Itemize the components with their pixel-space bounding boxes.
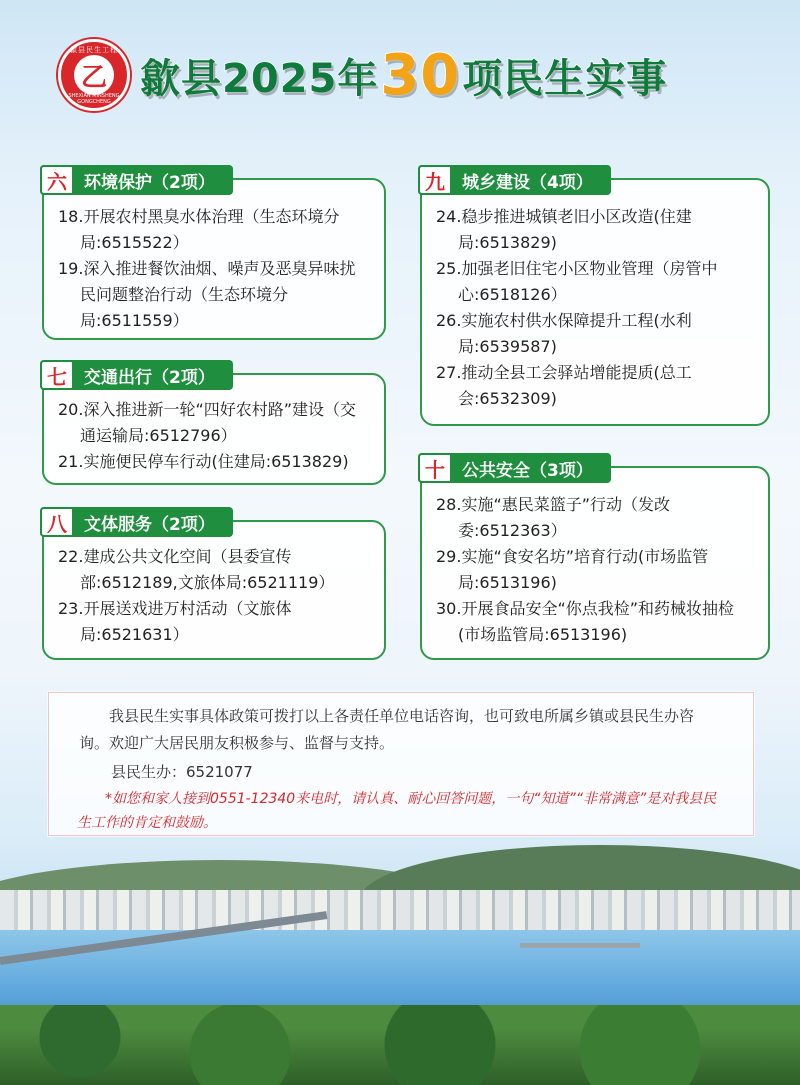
- section-header: [40, 165, 233, 195]
- list-item: 26.实施农村供水保障提升工程(水利局:6539587): [436, 311, 692, 356]
- page-title: [140, 43, 667, 108]
- contact-line: 县民生办：6521077: [111, 763, 253, 781]
- title-prefix: 歙县2025年: [140, 55, 379, 102]
- section-header: [418, 453, 611, 483]
- minsheng-logo: [58, 39, 130, 111]
- logo-glyph: 乙: [74, 55, 114, 95]
- list-item: 25.加强老旧住宅小区物业管理（房管中心:6518126）: [436, 259, 718, 304]
- scene-bridge: [520, 943, 640, 948]
- list-item: 27.推动全县工会驿站增能提质(总工会:6532309): [436, 363, 692, 408]
- section-label: 交通出行（2项）: [84, 367, 215, 388]
- list-item: 24.稳步推进城镇老旧小区改造(住建局:6513829): [436, 207, 692, 252]
- section-number: 六: [40, 165, 74, 195]
- section-header: [40, 360, 233, 390]
- section-header: [418, 165, 611, 195]
- header: [58, 40, 667, 110]
- section-body: [422, 180, 768, 424]
- list-item: 30.开展食品安全“你点我检”和药械妆抽检(市场监管局:6513196): [436, 599, 735, 644]
- survey-note: *如您和家人接到0551-12340来电时，请认真、耐心回答问题，一句“知道”“非常满意”是对我县民生工作的肯定和鼓励。: [77, 791, 717, 831]
- section-body: [44, 180, 384, 346]
- logo-sub-text: SHEXIAN MINSHENG GONGCHENG: [68, 93, 120, 105]
- section-label: 文体服务（2项）: [84, 514, 215, 535]
- scene-town: [0, 890, 800, 935]
- section-body: [44, 522, 384, 660]
- list-item: 23.开展送戏进万村活动（文旅体局:6521631）: [58, 599, 292, 644]
- info-paragraph: 我县民生实事具体政策可拨打以上各责任单位电话咨询，也可致电所属乡镇或县民生办咨询。欢迎广大居民朋友积极参与、监督与支持。: [79, 707, 695, 752]
- section-body: [44, 375, 384, 487]
- section-card-urban-rural: [420, 169, 770, 426]
- info-box: [48, 692, 754, 836]
- scene-trees: [0, 1005, 800, 1085]
- logo-ring-text: 歙县民生工程: [70, 46, 118, 54]
- section-number: 八: [40, 507, 74, 537]
- list-item: 19.深入推进餐饮油烟、噪声及恶臭异味扰民问题整治行动（生态环境分局:6511559）: [58, 259, 356, 330]
- section-label: 环境保护（2项）: [84, 172, 215, 193]
- list-item: 28.实施“惠民菜篮子”行动（发改委:6512363）: [436, 495, 671, 540]
- section-card-public-safety: [420, 457, 770, 660]
- title-number: 30: [380, 42, 461, 108]
- section-label: 城乡建设（4项）: [462, 172, 593, 193]
- list-item: 29.实施“食安名坊”培育行动(市场监管局:6513196): [436, 547, 709, 592]
- title-suffix: 项民生实事: [462, 55, 668, 102]
- section-card-environment: [42, 169, 386, 340]
- section-number: 九: [418, 165, 452, 195]
- list-item: 22.建成公共文化空间（县委宣传部:6512189,文旅体局:6521119）: [58, 547, 335, 592]
- section-header: [40, 507, 233, 537]
- section-number: 七: [40, 360, 74, 390]
- section-number: 十: [418, 453, 452, 483]
- scenic-river-town-image: [0, 835, 800, 1085]
- section-body: [422, 468, 768, 660]
- section-card-culture: [42, 511, 386, 660]
- section-card-transport: [42, 364, 386, 485]
- list-item: 18.开展农村黑臭水体治理（生态环境分局:6515522）: [58, 207, 340, 252]
- list-item: 21.实施便民停车行动(住建局:6513829): [58, 452, 349, 471]
- list-item: 20.深入推进新一轮“四好农村路”建设（交通运输局:6512796）: [58, 400, 357, 445]
- section-label: 公共安全（3项）: [462, 460, 593, 481]
